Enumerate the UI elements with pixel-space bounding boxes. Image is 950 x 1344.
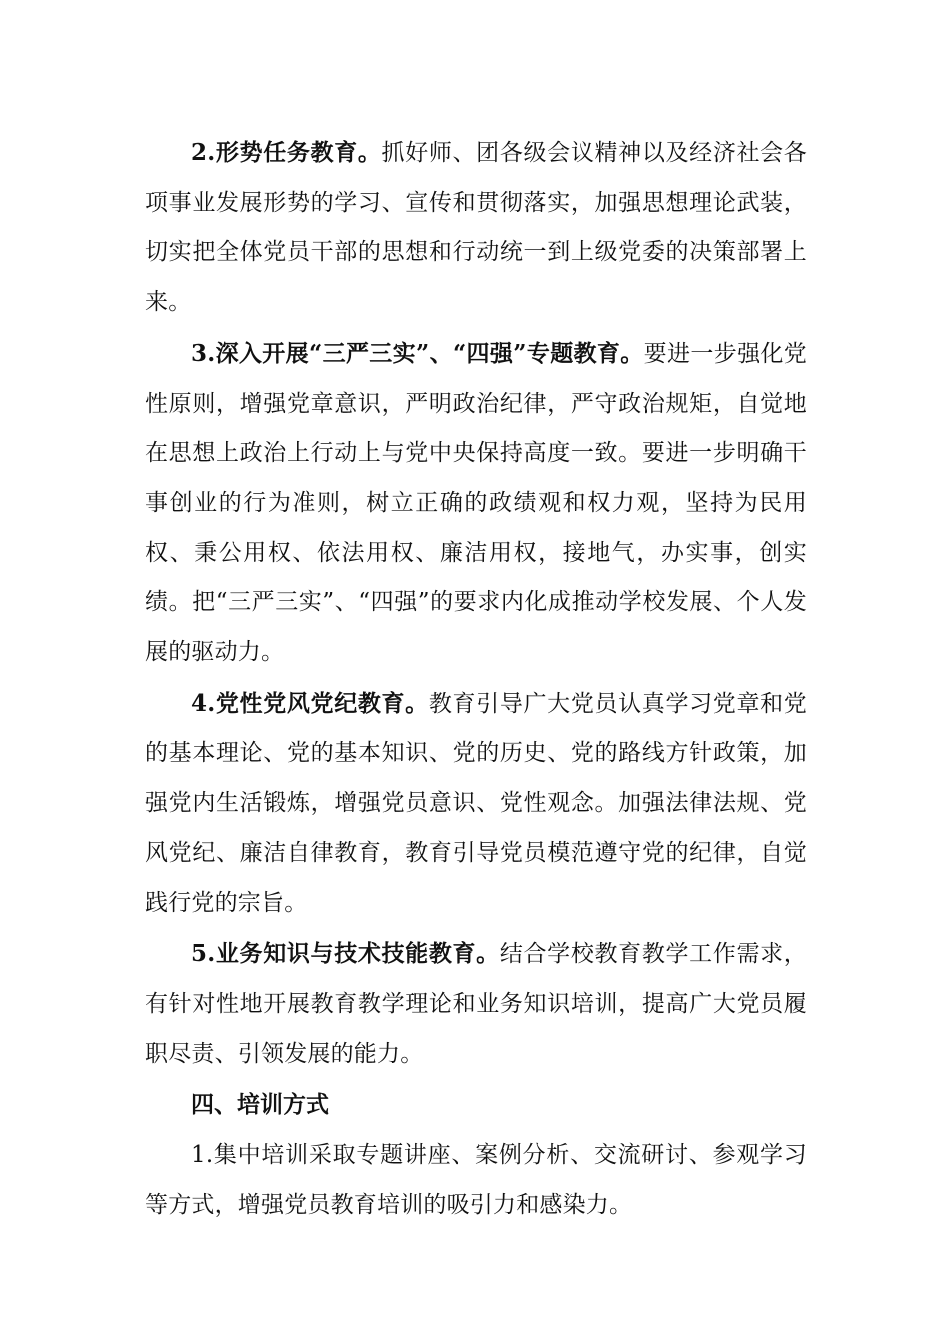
section-lead: 3.深入开展“三严三实”、“四强”专题教育。 xyxy=(191,339,644,367)
section-heading-training-methods: 四、培训方式 xyxy=(191,1091,329,1119)
section-text: 要进一步强化党性原则，增强党章意识，严明政治纪律，严守政治规矩，自觉地在思想上政治上行动上与党中央保持高度一致。要进一步明确干事创业的行为准则，树立正确的政绩观和权力观，坚持为民用权、秉公用权、依法用权、廉洁用权，接地气，办实事，创实绩。把“三严三实”、“四强”的要求内化成推动学校发展、个人发展的驱动力。 xyxy=(145,340,807,666)
section-skills-education xyxy=(145,929,807,1079)
section-party-discipline-education xyxy=(145,679,807,929)
section-lead: 2.形势任务教育。 xyxy=(191,139,382,166)
training-method-item: 1.集中培训采取专题讲座、案例分析、交流研讨、参观学习等方式，增强党员教育培训的吸引力和感染力。 xyxy=(145,1142,807,1218)
section-lead: 5.业务知识与技术技能教育。 xyxy=(191,940,500,968)
section-text: 教育引导广大党员认真学习党章和党的基本理论、党的基本知识、党的历史、党的路线方针政策，加强党内生活锻炼，增强党员意识、党性观念。加强法律法规、党风党纪、廉洁自律教育，教育引导党员模范遵守党的纪律，自觉践行党的宗旨。 xyxy=(145,690,807,916)
section-text: 结合学校教育教学工作需求，有针对性地开展教育教学理论和业务知识培训，提高广大党员履职尽责、引领发展的能力。 xyxy=(145,941,808,1067)
section-text: 抓好师、团各级会议精神以及经济社会各项事业发展形势的学习、宣传和贯彻落实，加强思想理论武装，切实把全体党员干部的思想和行动统一到上级党委的决策部署上来。 xyxy=(145,140,808,316)
section-special-education xyxy=(145,329,807,678)
section-situation-education xyxy=(145,128,807,328)
section-lead: 4.党性党风党纪教育。 xyxy=(191,689,429,717)
document-body xyxy=(145,128,807,1231)
